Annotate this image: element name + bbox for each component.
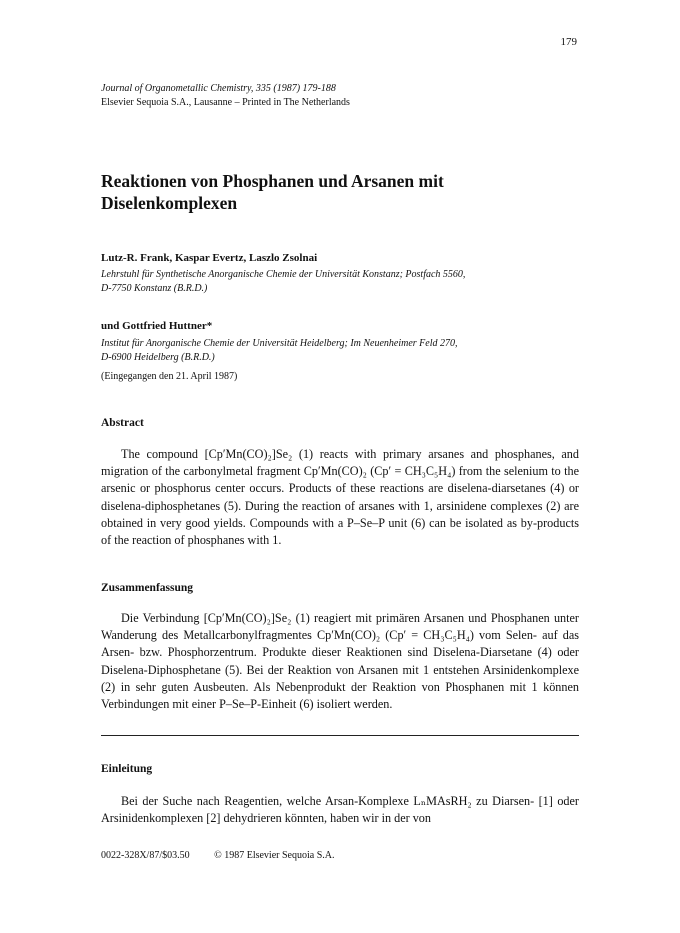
article-title: Reaktionen von Phosphanen und Arsanen mit Diselenkomplexen xyxy=(101,171,444,213)
authors-group-2: und Gottfried Huttner* xyxy=(101,320,213,332)
journal-citation xyxy=(101,82,350,110)
affiliation-line: D-6900 Heidelberg (B.R.D.) xyxy=(101,352,215,363)
abstract-heading: Abstract xyxy=(101,417,144,429)
authors-group-1: Lutz-R. Frank, Kaspar Evertz, Laszlo Zsolnai xyxy=(101,252,318,264)
journal-citation-line: Journal of Organometallic Chemistry, 335 (1987) 179-188 xyxy=(101,83,336,94)
affiliation-line: D-7750 Konstanz (B.R.D.) xyxy=(101,283,208,294)
received-date: (Eingegangen den 21. April 1987) xyxy=(101,371,238,382)
page-number: 179 xyxy=(560,36,577,48)
einleitung-heading: Einleitung xyxy=(101,763,153,775)
publisher-line: Elsevier Sequoia S.A., Lausanne – Printed in The Netherlands xyxy=(101,97,350,108)
affiliation-line: Lehrstuhl für Synthetische Anorganische Chemie der Universität Konstanz; Postfach 5560, xyxy=(101,269,466,280)
affiliation-heidelberg xyxy=(101,337,458,365)
affiliation-konstanz xyxy=(101,268,465,296)
zusammenfassung-heading: Zusammenfassung xyxy=(101,582,194,594)
einleitung-text: Bei der Suche nach Reagentien, welche Arsan-Komplexe LₙMAsRH₂ zu Diarsen- [1] oder Arsinidenkomplexen [2] dehydrieren könnten, haben wir in der von xyxy=(101,794,579,826)
footer xyxy=(101,850,334,861)
abstract-text: The compound [Cp′Mn(CO)₂]Se₂ (1) reacts with primary arsanes and phosphanes, and migration of the carbonylmetal fragment Cp′Mn(CO)₂ (Cp′ = CH₃C₅H₄) from the selenium to the arsenic or phosphorus center occurs. Products of these reactions are diselena-diarsetanes (4) or diselena-diphosphetanes (5). During the reaction of arsanes with 1, arsinidene complexes (2) are obtained in very good yields. Compounds with a P–Se–P unit (6) can be isolated as by-products of the reaction of phosphanes with 1. xyxy=(101,447,579,548)
copyright: © 1987 Elsevier Sequoia S.A. xyxy=(214,850,335,861)
affiliation-line: Institut für Anorganische Chemie der Universität Heidelberg; Im Neuenheimer Feld 270, xyxy=(101,338,458,349)
zusammenfassung-text: Die Verbindung [Cp′Mn(CO)₂]Se₂ (1) reagiert mit primären Arsanen und Phosphanen unter Wanderung des Metallcarbonylfragmentes Cp′Mn(CO)₂ (Cp′ = CH₃C₅H₄) vom Selen- auf das Arsen- bzw. Phosphorzentrum. Produkte dieser Reaktionen sind Diselena-Diarsetane (4) oder Diselena-Diphosphetane (5). Bei der Reaktion von Arsanen mit 1 entstehen Arsinidenkomplexe (2) in sehr guten Ausbeuten. Als Nebenprodukt der Reaktion von Phosphanen mit 1 können Verbindungen mit einer P–Se–P-Einheit (6) isoliert werden. xyxy=(101,611,579,712)
section-divider xyxy=(101,735,579,736)
article-code: 0022-328X/87/$03.50 xyxy=(101,850,190,861)
